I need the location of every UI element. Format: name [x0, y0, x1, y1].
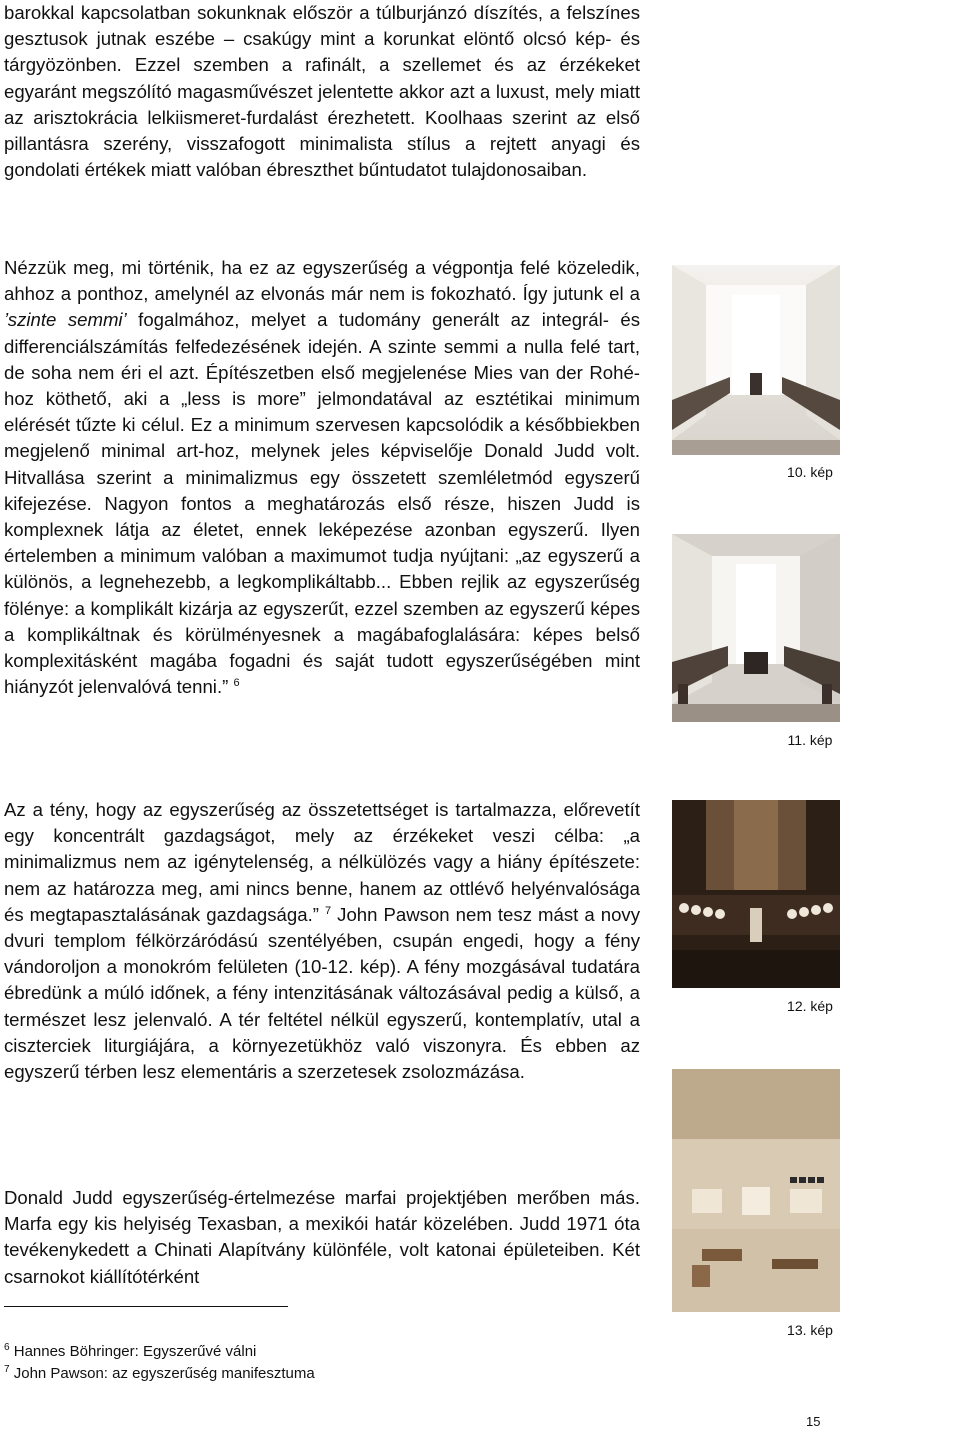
figure-12-image: [672, 800, 840, 988]
paragraph-1: barokkal kapcsolatban sokunknak először a túlburjánzó díszítés, a felszínes gesztusok jutnak eszébe – csakúgy mint a korunkat elöntő olcsó kép- és tárgyözönben. Ezzel szemben a rafinált, a szellemet és az érzékeket egyaránt megszólító magasművészet jelentette akkor azt a luxust, mely miatt az arisztokrácia lelkiismeret-furdalást érezhetett. Koolhaas szerint az első pillantásra szerény, visszafogott minimalista stílus a rejtett anyagi és gondolati értékek miatt valóban ébreszthet bűntudatot tulajdonosaiban.: [4, 2, 640, 181]
footnote-ref-7: 7: [324, 904, 332, 917]
footnote-6: [4, 1338, 256, 1362]
paragraph-2-text-a: Nézzük meg, mi történik, ha ez az egyszerűség a végpontja felé közeledik, ahhoz a ponthoz, amelynél az elvonás már nem is fokozható. Így jutunk el a: [4, 257, 640, 305]
footnote-6-text: Hannes Böhringer: Egyszerűvé válni: [13, 1343, 257, 1360]
paragraph-3: [4, 797, 640, 1085]
paragraph-2: [4, 255, 640, 700]
page-number: 15: [806, 1414, 821, 1429]
paragraph-3-text-a: Az a tény, hogy az egyszerűség az összetettséget is tartalmazza, előrevetít egy koncentrált gazdagságot, mely az érzékeket veszi célba: „a minimalizmus nem az igénytelenség, a nélkülözés vagy a hiány építészete: nem az határozza meg, ami nincs benne, hanem az ottlévő helyénvalósága és megtapasztalásának gazdagsága.”: [4, 799, 640, 925]
footnote-6-number: 6: [4, 1342, 10, 1353]
paragraph-2-text-b: fogalmához, melyet a tudomány generált az integrál- és differenciálszámítás felfedezésének idején. A szinte semmi a nulla felé tart, de soha nem éri el azt. Építészetben első megjelenése Mies van der Rohé-hoz köthető, aki a „less is more” jelmondatával az esztétikai minimum elérését tűzte ki célul. Ez a minimum szervesen kapcsolódik a későbbiekben megjelenő minimal art-hoz, melynek jeles képviselője Donald Judd volt. Hitvallása szerint a minimalizmus egy összetett szemléletmód egyszerű kifejezése. Nagyon fontos a meghatározás első része, hiszen Judd is komplexnek látja az életet, ennek leképezése azonban egyszerű. Ilyen értelemben a minimum valóban a maximumot tudja nyújtani: „az egyszerű a különös, a legnehezebb, a legkomplikáltabb... Ebben rejlik az egyszerűség fölénye: a komplikált kizárja az egyszerűt, ezzel szemben az egyszerű képes a komplikáltnak és körülményesnek a magábafoglalására: képes belső komplexitásként magába fogadni és saját tudott egyszerűségében mint hiányzót jelenvalóvá tenni.”: [4, 309, 640, 698]
figure-11-caption: 11. kép: [787, 732, 833, 748]
figure-12-caption: 12. kép: [787, 998, 833, 1014]
footnote-7-number: 7: [4, 1364, 10, 1375]
figure-13-image: [672, 1069, 840, 1312]
footnote-7-text: John Pawson: az egyszerűség manifesztuma: [13, 1365, 315, 1382]
paragraph-4: Donald Judd egyszerűség-értelmezése marfai projektjében merőben más. Marfa egy kis helyiség Texasban, a mexikói határ közelében. Judd 1971 óta tevékenykedett a Chinati Alapítvány különféle, volt katonai épületeiben. Két csarnokot kiállítótérként: [4, 1187, 640, 1287]
footnote-ref-6: 6: [233, 677, 240, 690]
figure-13-caption: 13. kép: [787, 1322, 833, 1338]
footnote-7: [4, 1360, 315, 1384]
paragraph-3-text-b: John Pawson nem tesz mást a novy dvuri templom félkörzáródású szentélyében, csupán engedi, hogy a fény vándoroljon a monokróm felületen (10-12. kép). A fény mozgásával tudatára ébredünk a múló időnek, a fény intenzitásának változásával pedig a külső, a természet lesz jelenvaló. A tér feltétel nélkül egyszerű, kontemplatív, utal a ciszterciek liturgiájára, a környezetükhöz való viszonyra. És ebben az egyszerű térben lesz elementáris a szerzetesek zsolozmázása.: [4, 903, 641, 1083]
paragraph-2-emphasis: ’szinte semmi’: [4, 309, 127, 331]
footnote-separator: [4, 1306, 288, 1307]
figure-10-image: [672, 265, 840, 455]
figure-11-image: [672, 534, 840, 722]
figure-10-caption: 10. kép: [787, 464, 833, 480]
